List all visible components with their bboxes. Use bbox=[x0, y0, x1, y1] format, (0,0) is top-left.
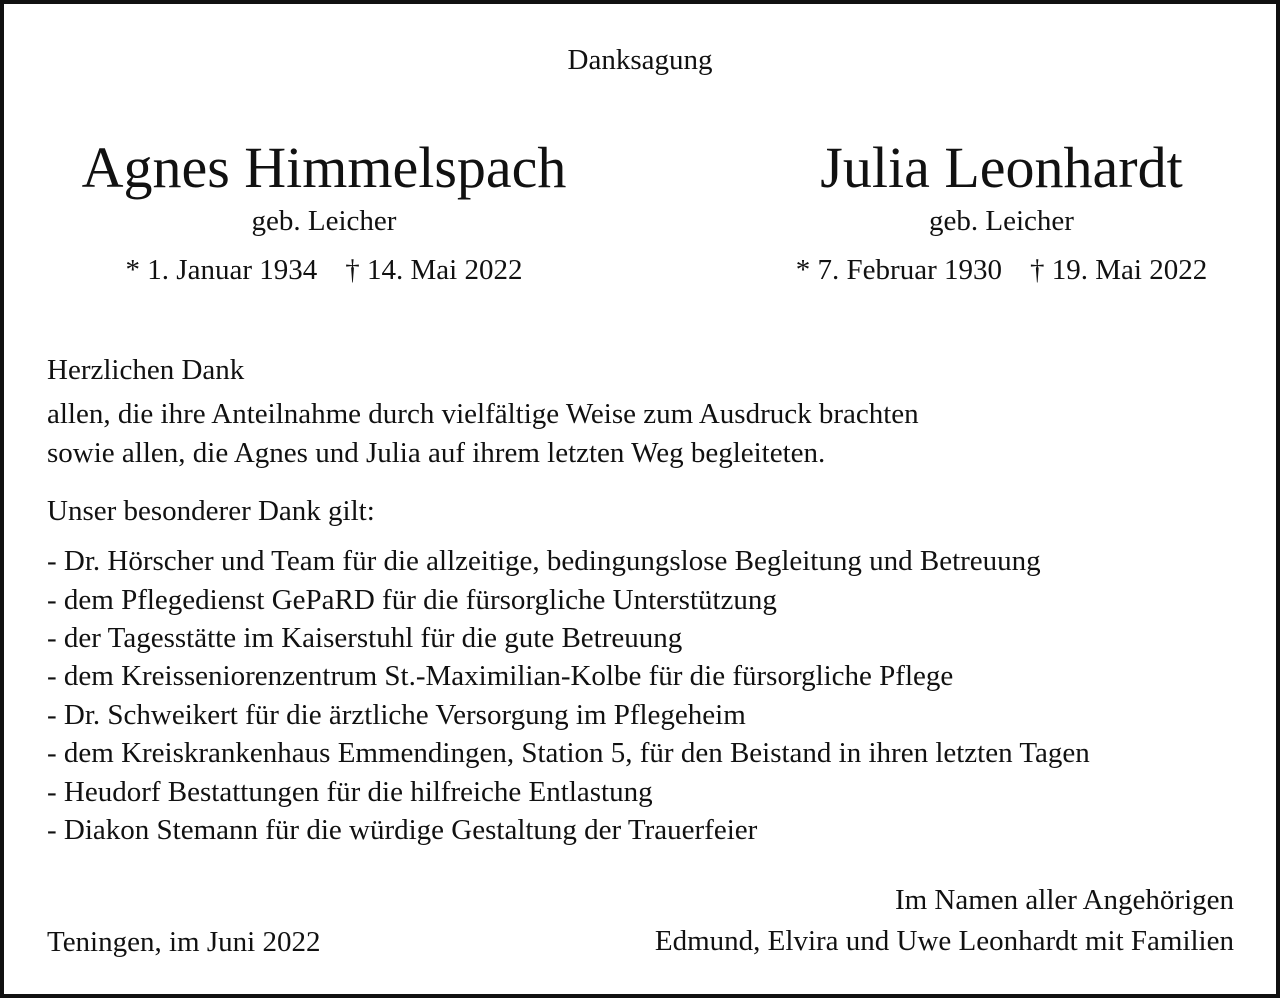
thanks-list-item: - dem Pflegedienst GePaRD für die fürsorgliche Unterstützung bbox=[47, 584, 777, 616]
dates-left bbox=[44, 254, 604, 287]
thanks-list-item: - dem Kreiskrankenhaus Emmendingen, Station 5, für den Beistand in ihren letzten Tagen bbox=[47, 737, 1090, 769]
person-name-left: Agnes Himmelspach bbox=[81, 135, 567, 200]
death-date-left: † 14. Mai 2022 bbox=[345, 254, 523, 286]
place-date: Teningen, im Juni 2022 bbox=[47, 926, 321, 958]
thanks-list-item: - der Tagesstätte im Kaiserstuhl für die gute Betreuung bbox=[47, 622, 683, 654]
signature-names: Edmund, Elvira und Uwe Leonhardt mit Familien bbox=[654, 925, 1234, 957]
death-date-right: † 19. Mai 2022 bbox=[1029, 254, 1208, 286]
thanks-list-item: - Dr. Hörscher und Team für die allzeitige, bedingungslose Begleitung und Betreuung bbox=[47, 545, 1041, 577]
thanks-line: sowie allen, die Agnes und Julia auf ihrem letzten Weg begleiteten. bbox=[47, 437, 826, 469]
thanks-list-item: - Heudorf Bestattungen für die hilfreiche Entlastung bbox=[47, 776, 653, 808]
thanks-list-item: - Diakon Stemann für die würdige Gestaltung der Trauerfeier bbox=[47, 814, 758, 846]
dates-right bbox=[764, 254, 1239, 287]
maiden-name-right: geb. Leicher bbox=[929, 205, 1074, 237]
birth-date-right: * 7. Februar 1930 bbox=[795, 254, 1002, 286]
thanks-line: allen, die ihre Anteilnahme durch vielfältige Weise zum Ausdruck brachten bbox=[47, 398, 919, 430]
thanks-list-item: - dem Kreisseniorenzentrum St.-Maximilian-Kolbe für die fürsorgliche Pflege bbox=[47, 660, 954, 692]
birth-date-left: * 1. Januar 1934 bbox=[125, 254, 318, 286]
thanks-list-item: - Dr. Schweikert für die ärztliche Versorgung im Pflegeheim bbox=[47, 699, 746, 731]
thanks-heading: Herzlichen Dank bbox=[47, 354, 245, 386]
header-title: Danksagung bbox=[567, 44, 713, 76]
maiden-name-left: geb. Leicher bbox=[251, 205, 397, 237]
person-name-right: Julia Leonhardt bbox=[820, 135, 1183, 200]
signature-line: Im Namen aller Angehörigen bbox=[894, 884, 1234, 916]
special-thanks-heading: Unser besonderer Dank gilt: bbox=[47, 495, 375, 527]
